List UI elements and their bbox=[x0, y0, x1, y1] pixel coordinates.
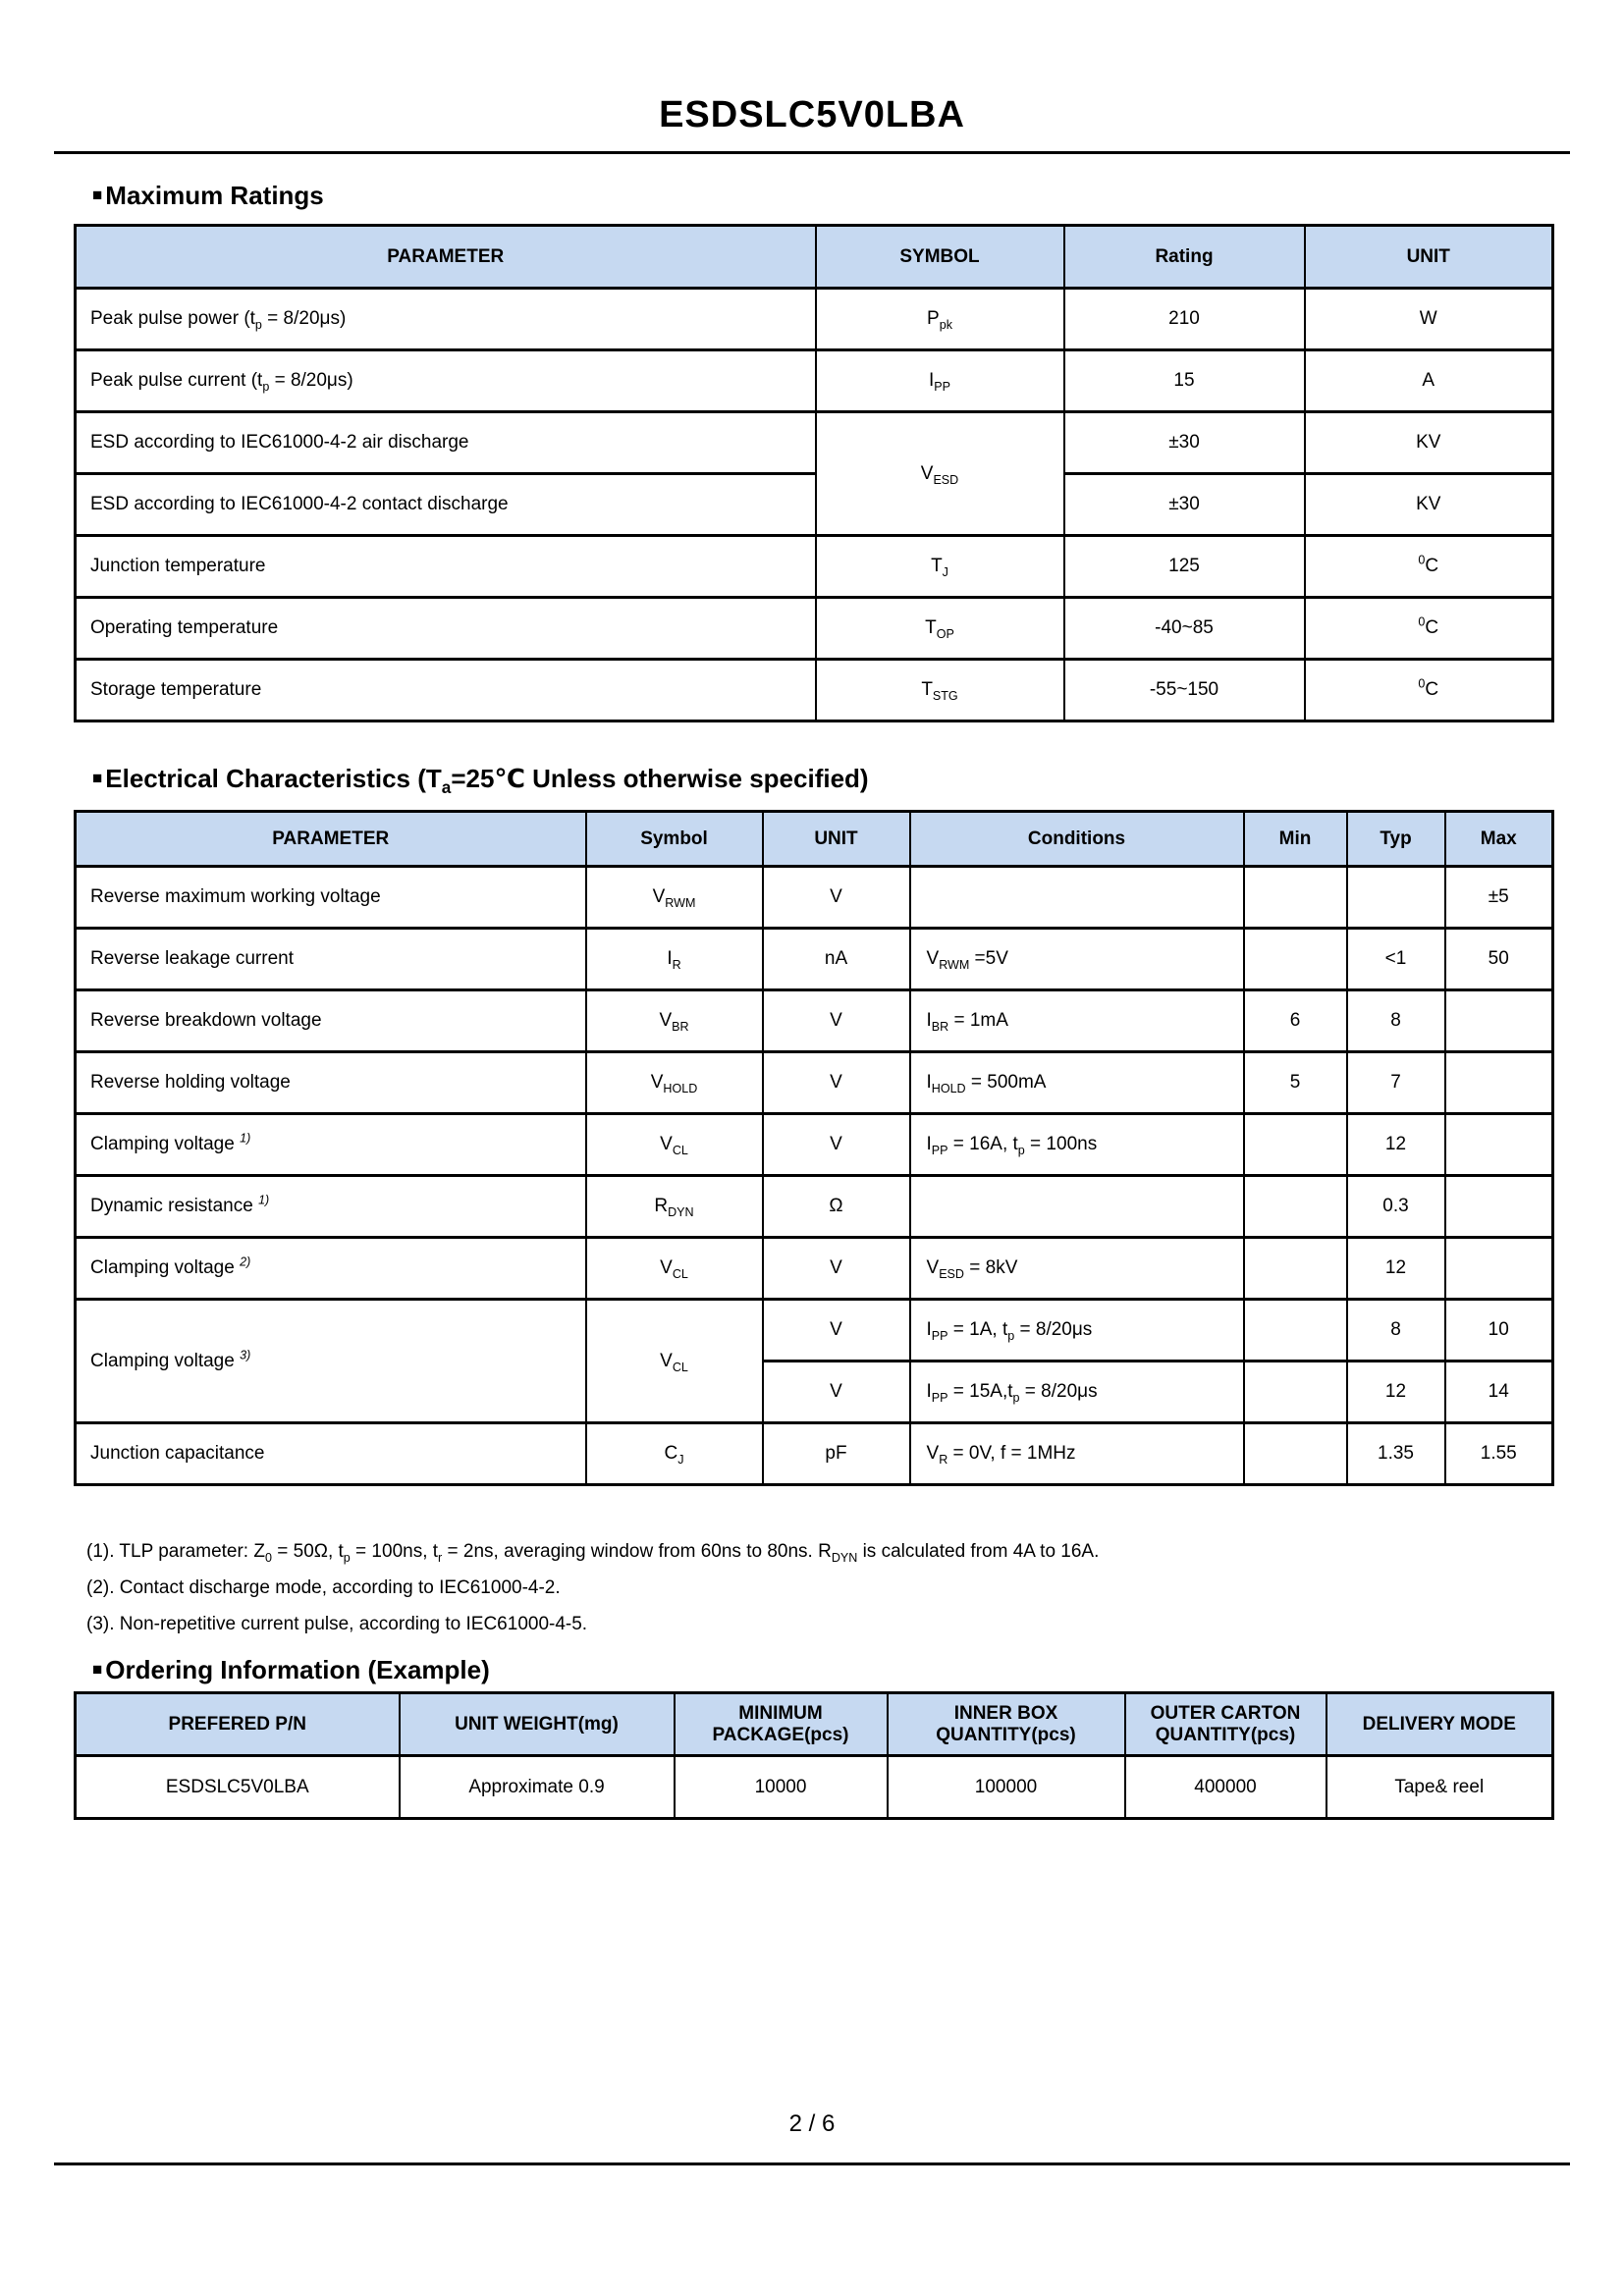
square-bullet-icon: ■ bbox=[92, 1660, 103, 1679]
table-row bbox=[76, 289, 1553, 350]
column-header-symbol: Symbol bbox=[586, 812, 763, 867]
cell-unit: $^0$C bbox=[1305, 536, 1553, 598]
table-row bbox=[76, 929, 1553, 990]
column-header-parameter: PARAMETER bbox=[76, 226, 816, 289]
cell-unit: W bbox=[1305, 289, 1553, 350]
cell-symbol: $V_{HOLD}$ bbox=[586, 1052, 763, 1114]
cell-max: 1.55 bbox=[1445, 1423, 1553, 1485]
cell-conditions: $I_{PP} = 16A$, $t_p = 100ns$ bbox=[910, 1114, 1244, 1176]
cell-max bbox=[1445, 1238, 1553, 1300]
cell-typ: 8 bbox=[1347, 1300, 1445, 1362]
cell-parameter: Storage temperature bbox=[76, 660, 816, 721]
header-rule bbox=[54, 151, 1570, 154]
column-header-unit-weight: UNIT WEIGHT(mg) bbox=[400, 1693, 675, 1756]
column-header-parameter: PARAMETER bbox=[76, 812, 586, 867]
cell-rating: -40~85 bbox=[1064, 598, 1305, 660]
cell-unit: $^0$C bbox=[1305, 660, 1553, 721]
table-row bbox=[76, 1756, 1553, 1819]
column-header-inner-box-quantity: INNER BOX QUANTITY(pcs) bbox=[888, 1693, 1125, 1756]
footer-rule bbox=[54, 2163, 1570, 2165]
cell-parameter: Reverse maximum working voltage bbox=[76, 867, 586, 929]
cell-conditions: $I_{HOLD} = 500mA$ bbox=[910, 1052, 1244, 1114]
table-header-row bbox=[76, 226, 1553, 289]
cell-typ: <1 bbox=[1347, 929, 1445, 990]
cell-symbol: $I_R$ bbox=[586, 929, 763, 990]
cell-max: 50 bbox=[1445, 929, 1553, 990]
cell-symbol-merged: $V_{ESD}$ bbox=[816, 412, 1064, 536]
column-header-conditions: Conditions bbox=[910, 812, 1244, 867]
table-row bbox=[76, 1238, 1553, 1300]
cell-unit: V bbox=[763, 1114, 910, 1176]
cell-parameter: Peak pulse current $(t_p = 8/20\mu s)$ bbox=[76, 350, 816, 412]
cell-part-number: ESDSLC5V0LBA bbox=[76, 1756, 400, 1819]
cell-unit: nA bbox=[763, 929, 910, 990]
column-header-outer-carton-quantity: OUTER CARTON QUANTITY(pcs) bbox=[1125, 1693, 1326, 1756]
cell-unit: V bbox=[763, 1238, 910, 1300]
cell-max bbox=[1445, 990, 1553, 1052]
column-header-max: Max bbox=[1445, 812, 1553, 867]
table-row bbox=[76, 1300, 1553, 1362]
cell-unit: $^0$C bbox=[1305, 598, 1553, 660]
cell-conditions bbox=[910, 867, 1244, 929]
cell-unit: V bbox=[763, 1300, 910, 1362]
square-bullet-icon: ■ bbox=[92, 769, 103, 787]
cell-min bbox=[1244, 1176, 1347, 1238]
column-header-rating: Rating bbox=[1064, 226, 1305, 289]
table-row bbox=[76, 1052, 1553, 1114]
cell-rating: 210 bbox=[1064, 289, 1305, 350]
square-bullet-icon: ■ bbox=[92, 186, 103, 204]
cell-rating: 125 bbox=[1064, 536, 1305, 598]
ordering-information-table bbox=[74, 1691, 1554, 1820]
cell-unit: A bbox=[1305, 350, 1553, 412]
cell-min bbox=[1244, 1423, 1347, 1485]
cell-symbol: $P_{pk}$ bbox=[816, 289, 1064, 350]
table-row bbox=[76, 536, 1553, 598]
column-header-min: Min bbox=[1244, 812, 1347, 867]
table-row bbox=[76, 474, 1553, 536]
cell-typ bbox=[1347, 867, 1445, 929]
cell-min bbox=[1244, 1300, 1347, 1362]
cell-inner-box-quantity: 100000 bbox=[888, 1756, 1125, 1819]
cell-parameter: Junction temperature bbox=[76, 536, 816, 598]
table-row bbox=[76, 412, 1553, 474]
table-row bbox=[76, 1176, 1553, 1238]
cell-symbol-merged: $V_{CL}$ bbox=[586, 1300, 763, 1423]
cell-typ: 12 bbox=[1347, 1238, 1445, 1300]
cell-symbol: $T_J$ bbox=[816, 536, 1064, 598]
cell-min bbox=[1244, 867, 1347, 929]
cell-symbol: $V_{CL}$ bbox=[586, 1114, 763, 1176]
cell-parameter: Reverse breakdown voltage bbox=[76, 990, 586, 1052]
cell-conditions: $V_{RWM} =5V$ bbox=[910, 929, 1244, 990]
cell-rating: -55~150 bbox=[1064, 660, 1305, 721]
column-header-prefered-pn: PREFERED P/N bbox=[76, 1693, 400, 1756]
cell-rating: 15 bbox=[1064, 350, 1305, 412]
cell-symbol: $T_{OP}$ bbox=[816, 598, 1064, 660]
cell-symbol: $V_{CL}$ bbox=[586, 1238, 763, 1300]
cell-min: 5 bbox=[1244, 1052, 1347, 1114]
cell-unit: pF bbox=[763, 1423, 910, 1485]
cell-parameter: Junction capacitance bbox=[76, 1423, 586, 1485]
section-heading-text: Electrical Characteristics ($T_a=25℃$ Unless otherwise specified) bbox=[105, 764, 869, 798]
cell-typ: 0.3 bbox=[1347, 1176, 1445, 1238]
cell-symbol: $T_{STG}$ bbox=[816, 660, 1064, 721]
cell-unit: KV bbox=[1305, 412, 1553, 474]
cell-conditions bbox=[910, 1176, 1244, 1238]
cell-max bbox=[1445, 1176, 1553, 1238]
cell-outer-carton-quantity: 400000 bbox=[1125, 1756, 1326, 1819]
cell-max: 10 bbox=[1445, 1300, 1553, 1362]
table-row bbox=[76, 660, 1553, 721]
cell-parameter: ESD according to IEC61000-4-2 air discharge bbox=[76, 412, 816, 474]
column-header-delivery-mode: DELIVERY MODE bbox=[1326, 1693, 1553, 1756]
section-heading-ordering-information bbox=[92, 1655, 490, 1685]
cell-typ: 12 bbox=[1347, 1362, 1445, 1423]
column-header-minimum-package: MINIMUM PACKAGE(pcs) bbox=[675, 1693, 888, 1756]
cell-parameter: ESD according to IEC61000-4-2 contact discharge bbox=[76, 474, 816, 536]
page-number: 2 / 6 bbox=[788, 2110, 836, 2137]
cell-unit: Ω bbox=[763, 1176, 910, 1238]
cell-minimum-package: 10000 bbox=[675, 1756, 888, 1819]
cell-unit: V bbox=[763, 1362, 910, 1423]
cell-parameter: Clamping voltage $^{1)}$ bbox=[76, 1114, 586, 1176]
cell-unit: V bbox=[763, 1052, 910, 1114]
cell-parameter: Clamping voltage $^{2)}$ bbox=[76, 1238, 586, 1300]
cell-symbol: $I_{PP}$ bbox=[816, 350, 1064, 412]
cell-unit-weight: Approximate 0.9 bbox=[400, 1756, 675, 1819]
table-row bbox=[76, 867, 1553, 929]
table-header-row bbox=[76, 1693, 1553, 1756]
column-header-typ: Typ bbox=[1347, 812, 1445, 867]
cell-conditions: $V_R = 0V$, f = 1MHz bbox=[910, 1423, 1244, 1485]
cell-symbol: $C_J$ bbox=[586, 1423, 763, 1485]
cell-min bbox=[1244, 1238, 1347, 1300]
cell-conditions: $V_{ESD} = 8kV$ bbox=[910, 1238, 1244, 1300]
electrical-characteristics-table bbox=[74, 810, 1554, 1486]
cell-typ: 12 bbox=[1347, 1114, 1445, 1176]
cell-min bbox=[1244, 929, 1347, 990]
cell-unit: KV bbox=[1305, 474, 1553, 536]
cell-max bbox=[1445, 1114, 1553, 1176]
cell-typ: 1.35 bbox=[1347, 1423, 1445, 1485]
cell-parameter-merged: Clamping voltage $^{3)}$ bbox=[76, 1300, 586, 1423]
footnotes bbox=[86, 1533, 1099, 1642]
table-row bbox=[76, 1423, 1553, 1485]
cell-parameter: Dynamic resistance $^{1)}$ bbox=[76, 1176, 586, 1238]
cell-min bbox=[1244, 1362, 1347, 1423]
section-heading-maximum-ratings bbox=[92, 181, 324, 211]
table-row bbox=[76, 1114, 1553, 1176]
cell-min bbox=[1244, 1114, 1347, 1176]
cell-parameter: Operating temperature bbox=[76, 598, 816, 660]
cell-symbol: $V_{RWM}$ bbox=[586, 867, 763, 929]
cell-max bbox=[1445, 1052, 1553, 1114]
cell-conditions: $I_{PP} = 1A$, $t_p = 8/20\mu s$ bbox=[910, 1300, 1244, 1362]
footnote-1: (1). TLP parameter: $Z_0 = 50\Omega$, $t_p = 100ns$, $t_r = 2ns$, averaging window from 60ns to 80ns. $R_{DYN}$ is calculated from 4A to 16A. bbox=[86, 1541, 1100, 1565]
cell-parameter: Reverse leakage current bbox=[76, 929, 586, 990]
cell-conditions: $I_{PP} = 15A,t_p = 8/20\mu s$ bbox=[910, 1362, 1244, 1423]
cell-max: ±5 bbox=[1445, 867, 1553, 929]
cell-max: 14 bbox=[1445, 1362, 1553, 1423]
column-header-unit: UNIT bbox=[763, 812, 910, 867]
cell-typ: 8 bbox=[1347, 990, 1445, 1052]
column-header-symbol: SYMBOL bbox=[816, 226, 1064, 289]
maximum-ratings-table bbox=[74, 224, 1554, 722]
section-heading-electrical-characteristics bbox=[92, 764, 869, 798]
section-heading-text: Ordering Information (Example) bbox=[105, 1655, 490, 1684]
cell-unit: V bbox=[763, 990, 910, 1052]
cell-rating: ±30 bbox=[1064, 474, 1305, 536]
footnote-3: (3). Non-repetitive current pulse, according to IEC61000-4-5. bbox=[86, 1614, 588, 1634]
cell-typ: 7 bbox=[1347, 1052, 1445, 1114]
cell-parameter: Peak pulse power $(t_p = 8/20\mu s)$ bbox=[76, 289, 816, 350]
cell-rating: ±30 bbox=[1064, 412, 1305, 474]
table-header-row bbox=[76, 812, 1553, 867]
cell-parameter: Reverse holding voltage bbox=[76, 1052, 586, 1114]
page-title: ESDSLC5V0LBA bbox=[659, 94, 965, 135]
table-row bbox=[76, 990, 1553, 1052]
cell-unit: V bbox=[763, 867, 910, 929]
cell-min: 6 bbox=[1244, 990, 1347, 1052]
cell-conditions: $I_{BR} = 1mA$ bbox=[910, 990, 1244, 1052]
column-header-unit: UNIT bbox=[1305, 226, 1553, 289]
cell-delivery-mode: Tape& reel bbox=[1326, 1756, 1553, 1819]
cell-symbol: $R_{DYN}$ bbox=[586, 1176, 763, 1238]
footnote-2: (2). Contact discharge mode, according to IEC61000-4-2. bbox=[86, 1577, 561, 1598]
table-row bbox=[76, 598, 1553, 660]
section-heading-text: Maximum Ratings bbox=[105, 181, 324, 210]
table-row bbox=[76, 350, 1553, 412]
cell-symbol: $V_{BR}$ bbox=[586, 990, 763, 1052]
